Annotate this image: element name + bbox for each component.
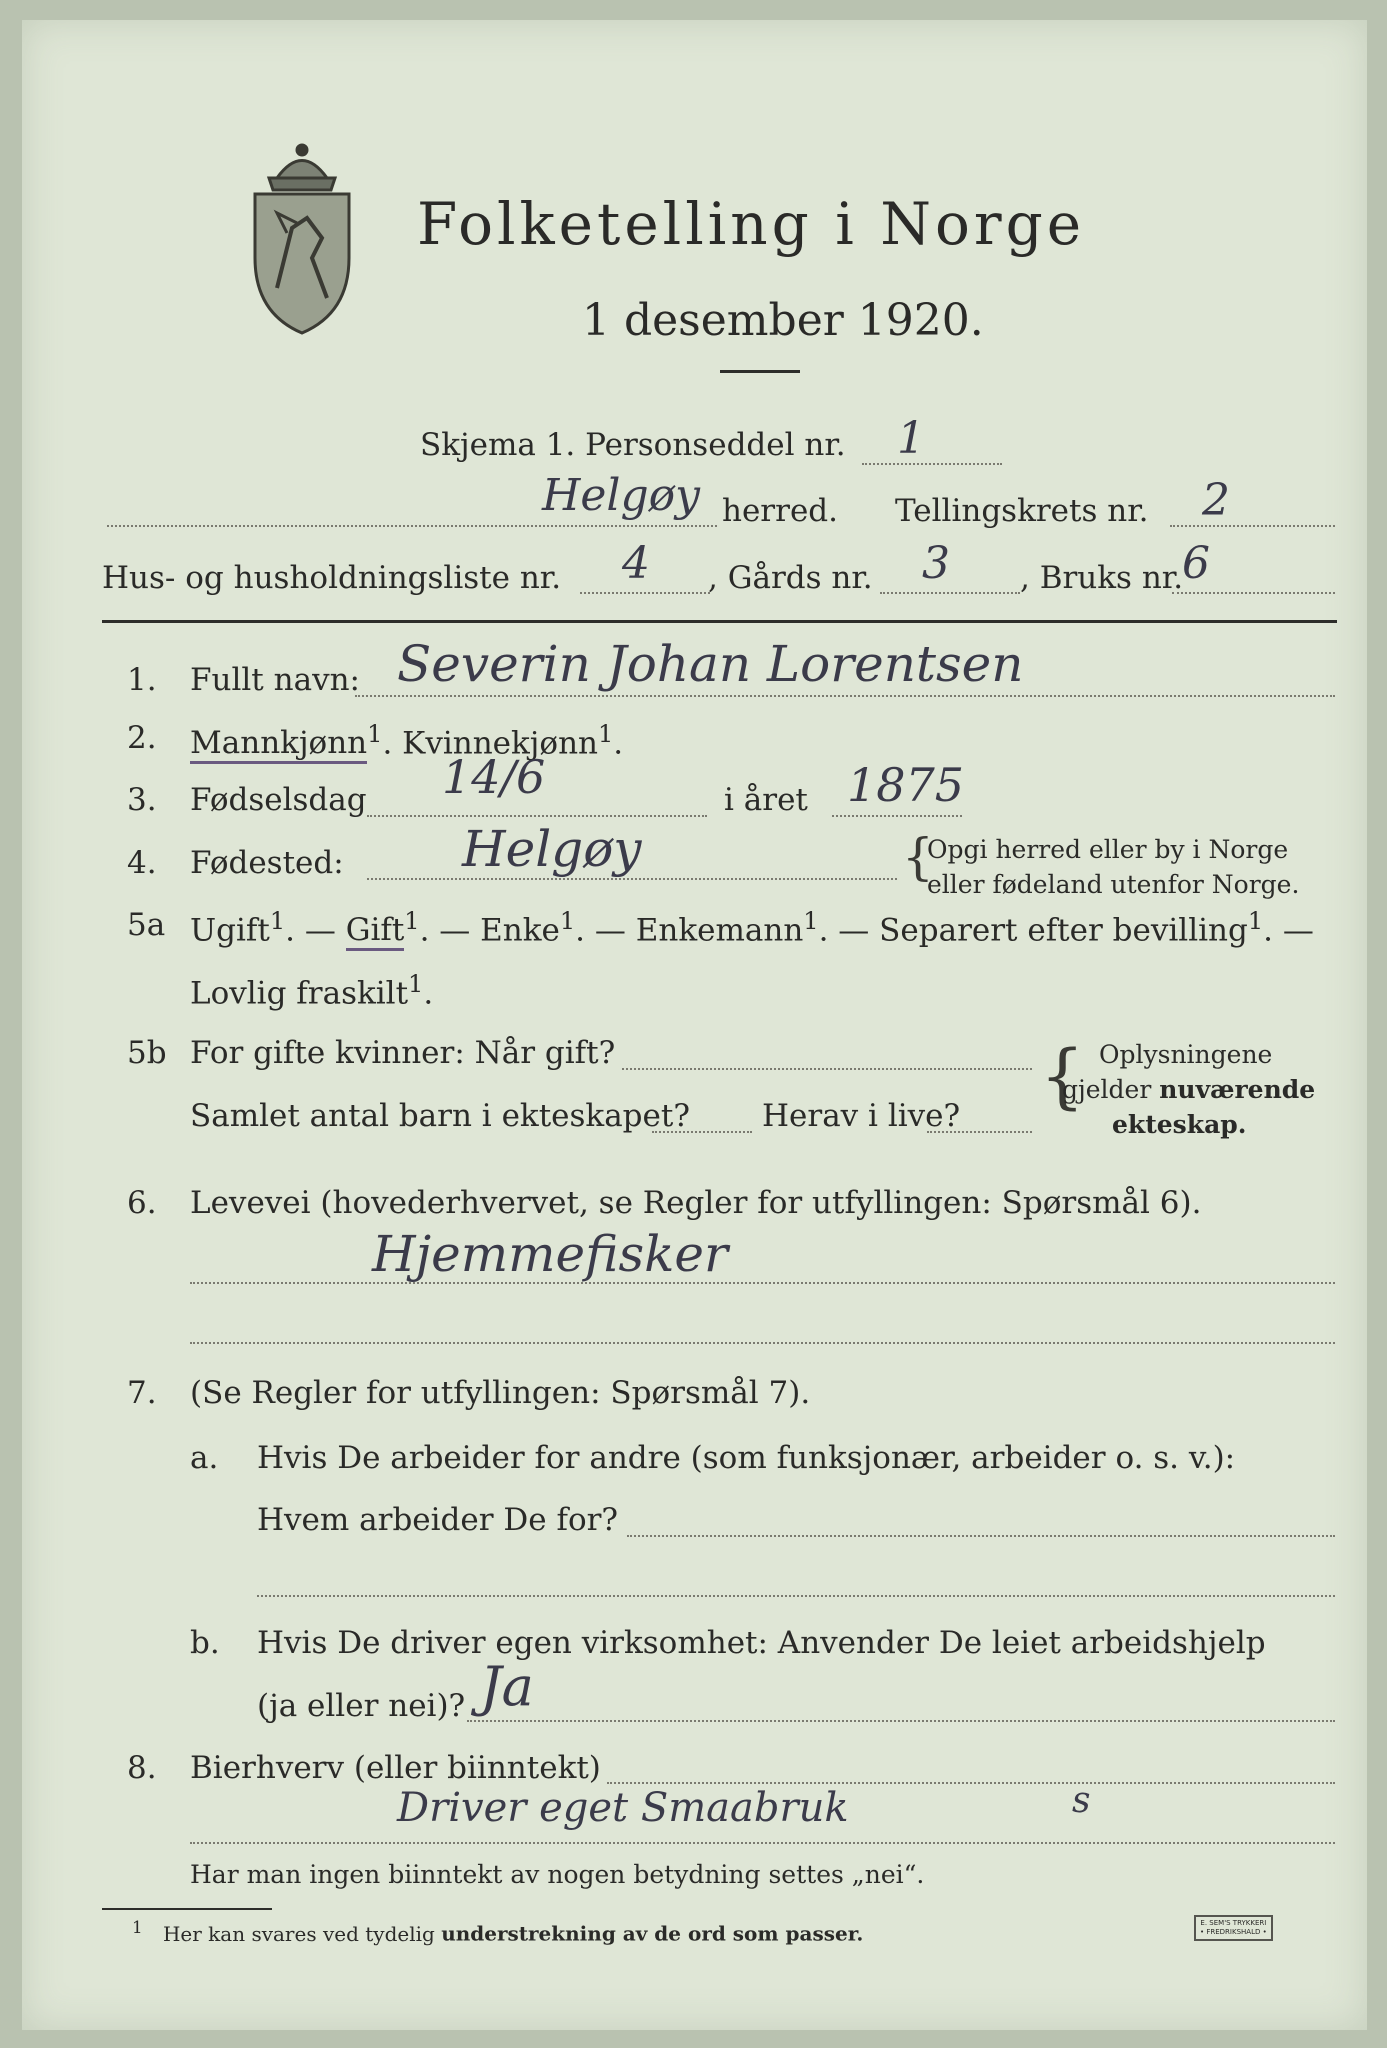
occupation-field-line2: [190, 1342, 1335, 1344]
enke-option[interactable]: Enke: [480, 912, 560, 949]
alive-field-line[interactable]: [927, 1131, 1032, 1133]
q1-field-line: [355, 695, 1335, 697]
q5b-brace: {: [1040, 1035, 1085, 1117]
tellingskrets-label: Tellingskrets nr.: [895, 493, 1149, 529]
enke-separator: . —: [575, 912, 626, 949]
household-list-label: Hus- og husholdningsliste nr.: [102, 560, 562, 596]
ugift-footnote-mark: 1: [269, 907, 286, 935]
q3-label: Fødselsdag: [190, 782, 367, 818]
q7a-letter: a.: [190, 1440, 219, 1476]
birthplace-field-line: [367, 878, 897, 880]
q4-note-line2: eller fødeland utenfor Norge.: [927, 870, 1300, 899]
bruks-field-line: [1172, 592, 1335, 594]
herred-label: herred.: [722, 493, 838, 529]
q7b-text: Hvis De driver egen virksomhet: Anvender De leiet arbeidshjelp: [257, 1625, 1266, 1661]
female-dot: .: [613, 725, 624, 762]
q1-label: Fullt navn:: [190, 662, 360, 698]
enkemann-separator: . —: [818, 912, 870, 949]
q5b-line2a: Samlet antal barn i ekteskapet?: [190, 1098, 690, 1134]
household-field-line: [580, 592, 710, 594]
fraskilt-option[interactable]: Lovlig fraskilt: [190, 975, 409, 1012]
married-when-field-line[interactable]: [622, 1068, 1032, 1070]
biinntekt-note: Har man ingen biinntekt av nogen betydning settes „nei“.: [190, 1860, 925, 1889]
tellingskrets-field-line: [1170, 525, 1335, 527]
q8-number: 8.: [127, 1750, 157, 1786]
q5b-note-line1: Oplysningene: [1099, 1040, 1273, 1069]
gards-field-line: [880, 592, 1020, 594]
q7-number: 7.: [127, 1375, 157, 1411]
gift-separator: . —: [419, 912, 471, 949]
birthday-field-line: [367, 815, 707, 817]
q5b-note-nuvaerende: nuværende: [1159, 1075, 1316, 1104]
full-name-value[interactable]: Severin Johan Lorentsen: [397, 635, 1024, 693]
q5b-line2b: Herav i live?: [762, 1098, 961, 1134]
q5b-line1: For gifte kvinner: Når gift?: [190, 1035, 616, 1071]
gift-option[interactable]: Gift: [346, 912, 405, 951]
q7b-question: (ja eller nei)?: [257, 1688, 466, 1724]
q5a-options: [190, 907, 1314, 948]
q4-note-line1: Opgi herred eller by i Norge: [927, 835, 1289, 864]
census-form: [22, 20, 1367, 2030]
occupation-value[interactable]: Hjemmefisker: [372, 1225, 728, 1283]
male-dot: .: [382, 725, 393, 762]
ugift-option[interactable]: Ugift: [190, 912, 270, 949]
female-footnote-mark: 1: [598, 720, 614, 748]
herred-value[interactable]: Helgøy: [542, 470, 700, 521]
separert-footnote-mark: 1: [1247, 907, 1264, 935]
q2-options: [190, 720, 623, 761]
stamp-line2: • FREDRIKSHALD •: [1200, 1928, 1267, 1936]
q5b-number: 5b: [127, 1035, 167, 1071]
q5b-note-gjelder: gjelder: [1062, 1075, 1152, 1104]
q7b-letter: b.: [190, 1625, 220, 1661]
q8-label: Bierhverv (eller biinntekt): [190, 1750, 601, 1786]
personseddel-field-line: [862, 463, 1002, 465]
female-option[interactable]: Kvinnekjønn: [402, 725, 599, 762]
schema-label: Skjema 1. Personseddel nr.: [420, 427, 846, 463]
separert-option[interactable]: Separert efter bevilling: [879, 912, 1248, 949]
q3-number: 3.: [127, 782, 157, 818]
q7a-question: Hvem arbeider De for?: [257, 1502, 619, 1538]
occupation-field-line1: [190, 1282, 1335, 1284]
male-option[interactable]: Mannkjønn: [190, 725, 367, 764]
footnote-bold: understrekning av de ord som passer.: [441, 1921, 864, 1946]
bruks-value[interactable]: 6: [1182, 538, 1210, 589]
q7-label: (Se Regler for utfyllingen: Spørsmål 7).: [190, 1375, 811, 1411]
fraskilt-footnote-mark: 1: [408, 970, 424, 998]
personseddel-value[interactable]: 1: [897, 413, 925, 464]
birthplace-value[interactable]: Helgøy: [462, 820, 642, 878]
male-footnote-mark: 1: [367, 720, 383, 748]
title-divider: [720, 370, 800, 373]
household-list-value[interactable]: 4: [622, 538, 650, 589]
separert-separator: . —: [1263, 912, 1314, 949]
herred-field-line: [107, 525, 717, 527]
gards-value[interactable]: 3: [922, 538, 950, 589]
stamp-line1: E. SEM'S TRYKKERI: [1200, 1919, 1267, 1927]
form-title: Folketelling i Norge: [417, 190, 1086, 258]
q7a-text: Hvis De arbeider for andre (som funksjonær, arbeider o. s. v.):: [257, 1440, 1236, 1476]
birth-year-field-line: [832, 815, 962, 817]
side-income-field-line1: [607, 1782, 1335, 1784]
q4-brace: {: [902, 828, 934, 886]
birth-year-label: i året: [724, 782, 808, 818]
employer-field-line2[interactable]: [257, 1595, 1335, 1597]
q6-label: Levevei (hovederhvervet, se Regler for utfyllingen: Spørsmål 6).: [190, 1185, 1202, 1221]
fraskilt-row: Lovlig fraskilt$^1$.: [190, 970, 434, 1012]
q6-number: 6.: [127, 1185, 157, 1221]
form-date: 1 desember 1920.: [582, 295, 984, 346]
q4-label: Fødested:: [190, 845, 344, 881]
q4-number: 4.: [127, 845, 157, 881]
footnote: [132, 1918, 863, 1946]
footnote-text: Her kan svares ved tydelig: [162, 1921, 435, 1946]
children-field-line[interactable]: [652, 1131, 752, 1133]
q1-number: 1.: [127, 662, 157, 698]
ugift-separator: . —: [285, 912, 336, 949]
birthday-value[interactable]: 14/6: [442, 750, 546, 804]
gards-label: , Gårds nr.: [708, 560, 873, 596]
footnote-divider: [102, 1908, 272, 1910]
header-divider: [102, 620, 1337, 623]
enke-footnote-mark: 1: [559, 907, 576, 935]
birth-year-value[interactable]: 1875: [847, 758, 965, 812]
q2-number: 2.: [127, 720, 157, 756]
printer-stamp: [1194, 1915, 1273, 1941]
side-income-mark: s: [1072, 1780, 1091, 1821]
footnote-mark: 1: [132, 1918, 143, 1937]
enkemann-option[interactable]: Enkemann: [635, 912, 804, 949]
bruks-label: , Bruks nr.: [1020, 560, 1184, 596]
coat-of-arms-icon: [247, 138, 357, 338]
employer-field-line1[interactable]: [627, 1535, 1335, 1537]
tellingskrets-value[interactable]: 2: [1202, 475, 1230, 526]
side-income-value[interactable]: Driver eget Smaabruk: [397, 1785, 849, 1831]
q5b-note-line3: ekteskap.: [1112, 1110, 1247, 1139]
hired-help-field-line: [467, 1720, 1335, 1722]
enkemann-footnote-mark: 1: [803, 907, 819, 935]
q5b-note-line2: [1062, 1075, 1315, 1104]
q5a-number: 5a: [127, 907, 166, 943]
side-income-field-line2: [190, 1842, 1335, 1844]
hired-help-value[interactable]: Ja: [480, 1655, 534, 1718]
gift-footnote-mark: 1: [404, 907, 420, 935]
